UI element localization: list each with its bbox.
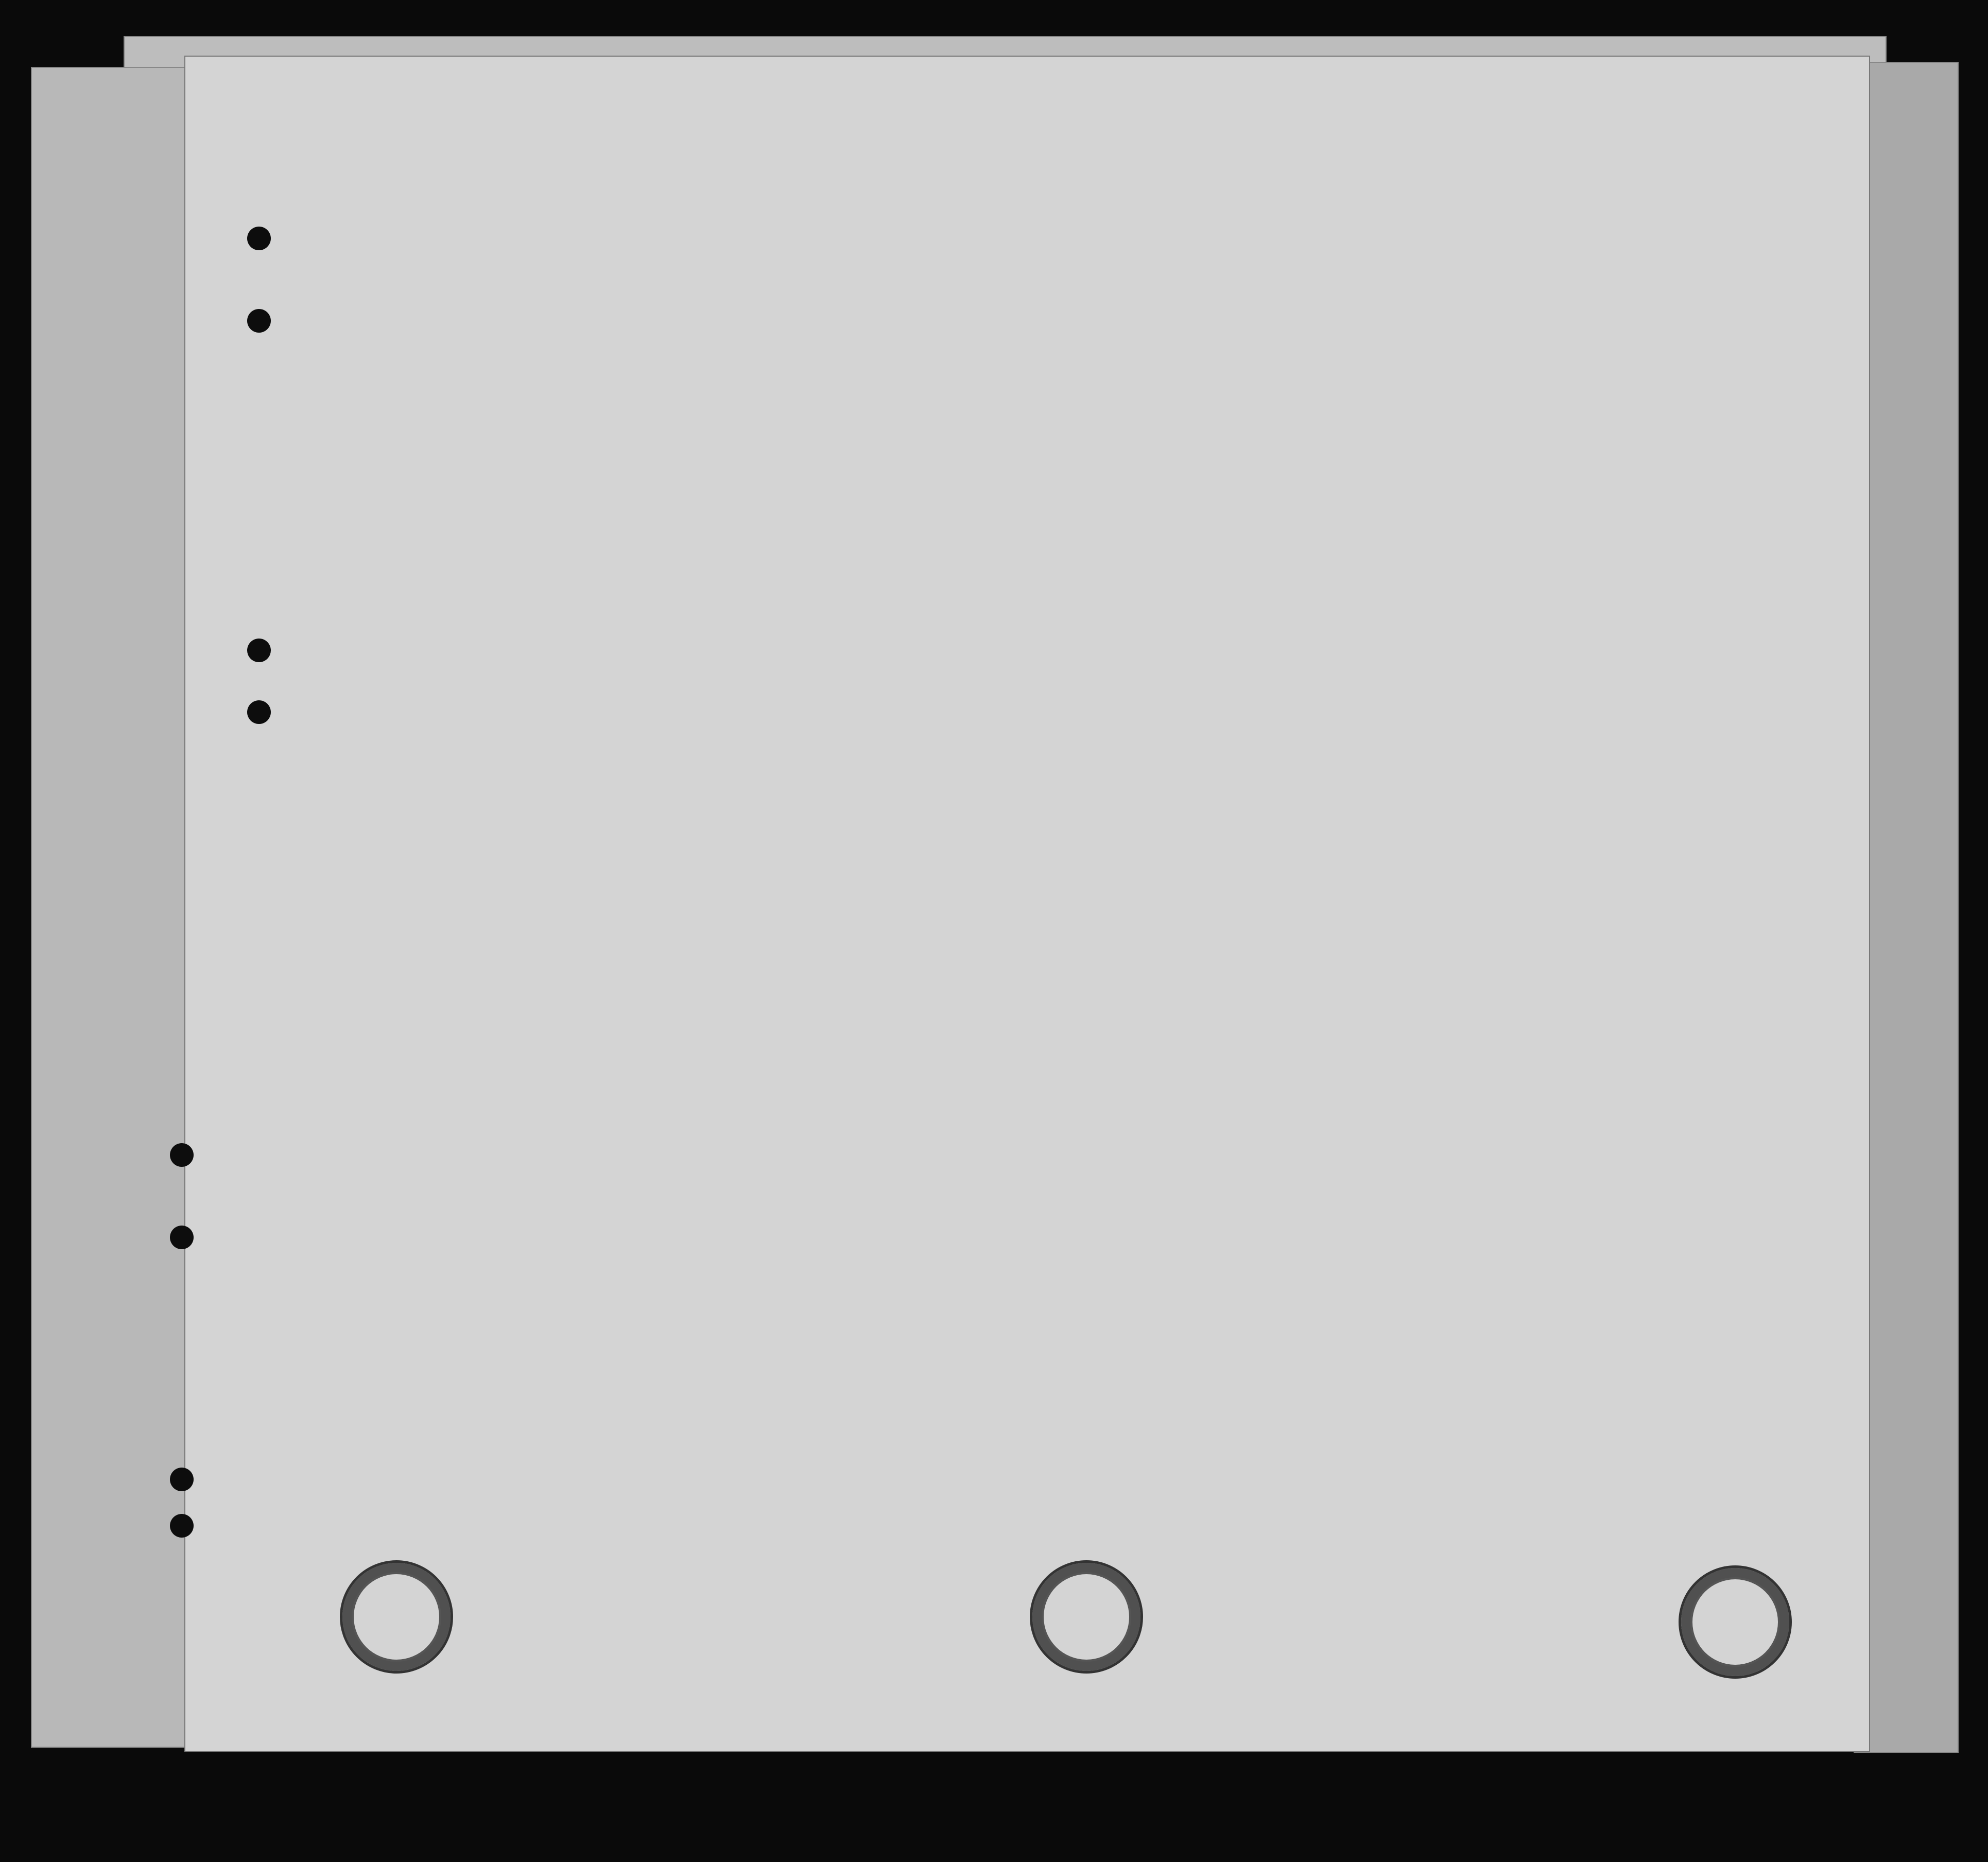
crew-table (281, 278, 1848, 1668)
punch-hole (170, 1226, 194, 1249)
consulate-stamp (1030, 1560, 1143, 1674)
consulate-stamp (1679, 1565, 1792, 1679)
manifest-sheet (185, 57, 1869, 1751)
punch-hole (247, 309, 271, 333)
right-underlying-sheet (1854, 62, 1959, 1753)
punch-hole (247, 700, 271, 724)
punch-hole (170, 1514, 194, 1538)
left-underlying-sheet (31, 67, 198, 1748)
punch-hole (247, 639, 271, 662)
punch-hole (247, 227, 271, 250)
punch-hole (170, 1468, 194, 1491)
consulate-stamp (340, 1560, 453, 1674)
punch-hole (170, 1143, 194, 1167)
